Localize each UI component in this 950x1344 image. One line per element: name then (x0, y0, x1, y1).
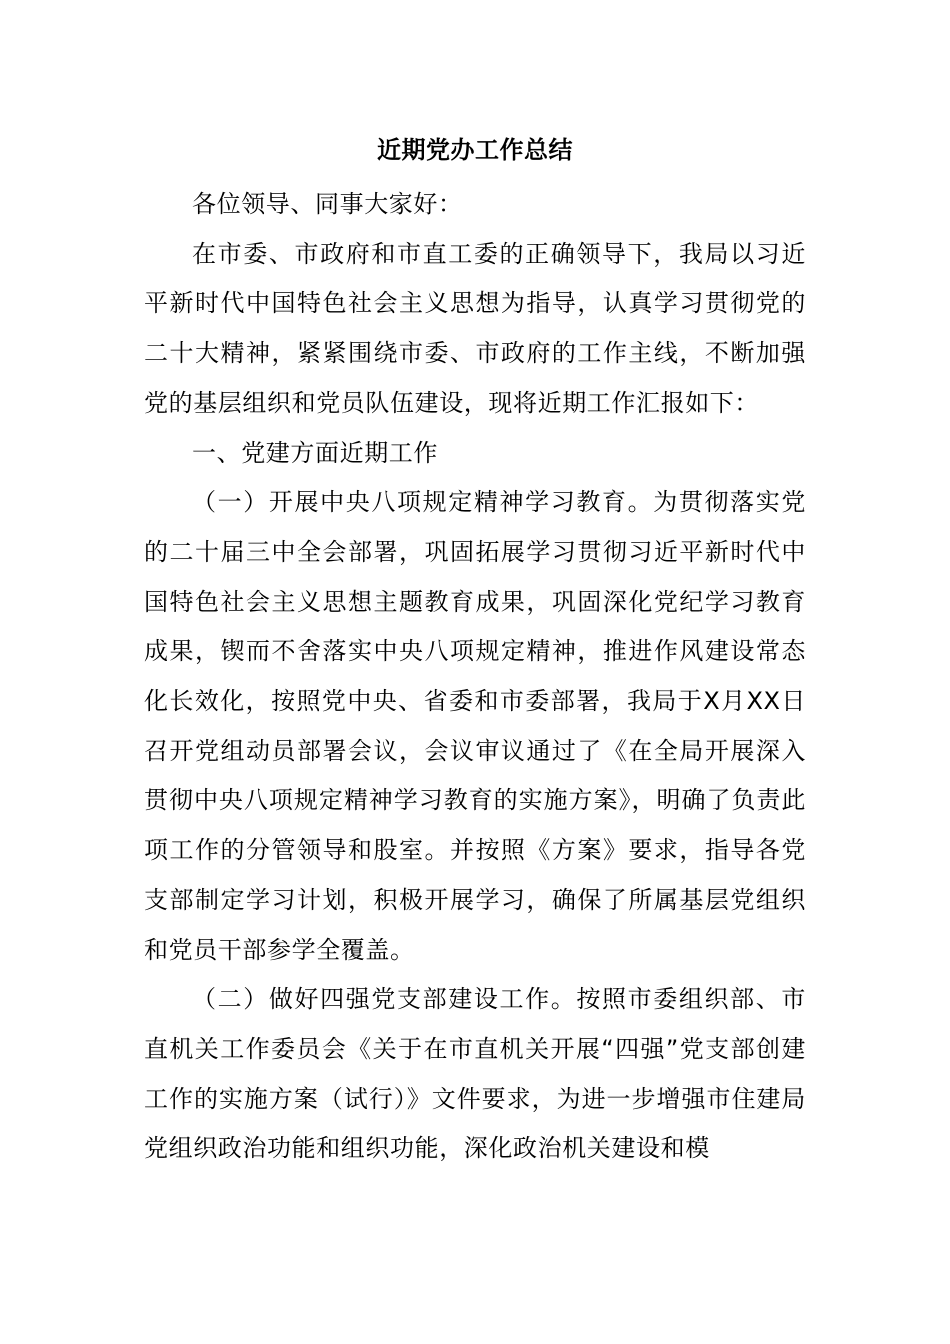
item-paragraph: （一）开展中央八项规定精神学习教育。为贯彻落实党的二十届三中全会部署，巩固拓展学习贯彻习近平新时代中国特色社会主义思想主题教育成果，巩固深化党纪学习教育成果，锲而不舍落实中央八项规定精神，推进作风建设常态化长效化，按照党中央、省委和市委部署，我局于X月XX日召开党组动员部署会议，会议审议通过了《在全局开展深入贯彻中央八项规定精神学习教育的实施方案》，明确了负责此项工作的分管领导和股室。并按照《方案》要求，指导各党支部制定学习计划，积极开展学习，确保了所属基层党组织和党员干部参学全覆盖。 (144, 488, 806, 964)
intro-paragraph: 在市委、市政府和市直工委的正确领导下，我局以习近平新时代中国特色社会主义思想为指导，认真学习贯彻党的二十大精神，紧紧围绕市委、市政府的工作主线，不断加强党的基层组织和党员队伍建设，现将近期工作汇报如下： (144, 239, 806, 417)
greeting-paragraph: 各位领导、同事大家好： (192, 190, 463, 218)
item-paragraph: （二）做好四强党支部建设工作。按照市委组织部、市直机关工作委员会《关于在市直机关开展“四强”党支部创建工作的实施方案（试行）》文件要求，为进一步增强市住建局党组织政治功能和组织功能，深化政治机关建设和模 (144, 985, 806, 1163)
section-heading: 一、党建方面近期工作 (192, 438, 438, 467)
document-body (144, 180, 806, 1174)
document-title: 近期党办工作总结 (377, 136, 573, 164)
